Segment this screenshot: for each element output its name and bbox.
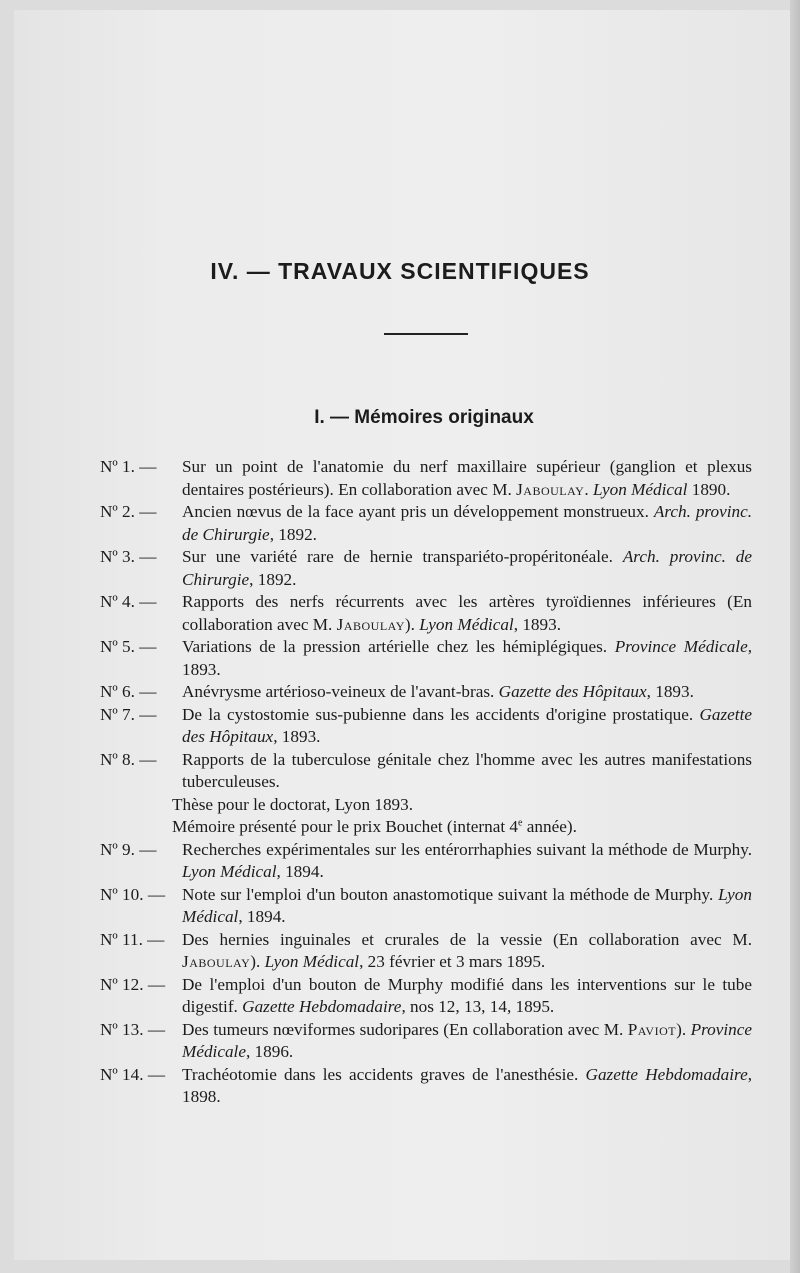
entry-date: , 1898. [182, 1064, 752, 1106]
entry-number: Nº 10. — [100, 884, 166, 904]
entry-date: , 1893. [273, 727, 321, 746]
entry-text: De la cystostomie sus-pubienne dans les accidents d'origine prostatique. [182, 704, 700, 724]
page-edge [790, 0, 800, 1273]
entry-author: Jaboulay [336, 614, 405, 634]
entry-date: , 1893. [182, 637, 752, 679]
entry-journal: Lyon Médical [264, 952, 360, 971]
entry [100, 501, 752, 546]
entry-text: Anévrysme artérioso-veineux de l'avant-bras. [182, 682, 499, 701]
entry-date: , 1892. [269, 524, 317, 544]
entry-text: Variations de la pression artérielle chez les hémiplégiques. [182, 637, 615, 656]
entry-journal: Gazette des Hôpitaux [498, 682, 647, 701]
entry-text: Des hernies inguinales et crurales de la vessie (En collaboration avec M. [182, 929, 752, 949]
entry-date: , 1893. [646, 682, 694, 701]
entry [100, 704, 752, 749]
entry-text: Des tumeurs nœviformes sudoripares (En collaboration avec M. [182, 1019, 628, 1039]
entry-note-text: Mémoire présenté pour le prix Bouchet (internat 4 [172, 817, 519, 836]
entry [100, 839, 752, 884]
entry-number: Nº 7. — [100, 704, 157, 724]
entry-journal: Gazette Hebdomadaire [585, 1064, 748, 1084]
entry-number: Nº 14. — [100, 1064, 166, 1084]
entry-number: Nº 4. — [100, 592, 157, 611]
entry-note-sup: e [518, 817, 523, 829]
entry-author-suffix: . [584, 479, 593, 499]
entry-date: , 1893. [513, 614, 561, 634]
entry-text: Sur une variété rare de hernie transpariéto-propéritonéale. [182, 547, 623, 566]
entry-number: Nº 9. — [100, 839, 157, 859]
entry-author-suffix: ). [676, 1019, 691, 1039]
entry [100, 546, 752, 591]
entry-text: De l'emploi d'un bouton de Murphy modifié dans les interventions sur le tube digestif. [182, 974, 752, 1016]
entry-journal: Arch. provinc. de Chirurgie [182, 547, 753, 589]
entry-journal: Lyon Médical [182, 862, 277, 881]
entry [100, 929, 752, 974]
entry-journal: Gazette Hebdomadaire [242, 997, 402, 1016]
entry-text: Sur un point de l'anatomie du nerf maxillaire supérieur (ganglion et plexus dentaires postérieurs). En collaboration avec M. [182, 457, 752, 499]
entry-date: , 1896. [245, 1042, 294, 1061]
entry-date: , 1894. [238, 907, 286, 926]
entry-author: Jaboulay [516, 479, 585, 499]
entry-number: Nº 1. — [100, 457, 157, 476]
entry-note-text: année). [522, 817, 577, 836]
section-title: IV. — TRAVAUX SCIENTIFIQUES [210, 258, 590, 284]
entry-number: Nº 13. — [100, 1019, 166, 1039]
entry-number: Nº 3. — [100, 547, 157, 566]
entry-text: Trachéotomie dans les accidents graves de l'anesthésie. [182, 1064, 586, 1084]
entry-journal: Gazette des Hôpitaux [182, 704, 752, 746]
entry-journal: Province Médicale [614, 637, 748, 656]
entry-journal: Arch. provinc. de Chirurgie [182, 502, 753, 544]
entry-text: Note sur l'emploi d'un bouton anastomotique suivant la méthode de Murphy. [182, 884, 719, 904]
entry-note [172, 816, 752, 839]
entry-number: Nº 12. — [100, 974, 166, 994]
entry-number: Nº 5. — [100, 637, 157, 656]
entry [100, 636, 752, 681]
entry-journal: Lyon Médical [419, 614, 514, 634]
entry [100, 749, 752, 839]
entry-date: 1890. [687, 479, 731, 499]
entry-number: Nº 11. — [100, 929, 165, 949]
entry-number: Nº 2. — [100, 502, 157, 521]
entry-text: Rapports de la tuberculose génitale chez l'homme avec les autres manifestations tuberculeuses. [182, 749, 752, 791]
entry [100, 974, 752, 1019]
entry-author: Jaboulay [182, 952, 251, 971]
entry-date: , 1894. [276, 862, 324, 881]
entry-note: Thèse pour le doctorat, Lyon 1893. [172, 794, 414, 814]
entry-text: Ancien nœvus de la face ayant pris un développement monstrueux. [182, 502, 654, 521]
entry [100, 1019, 752, 1064]
entry-author-suffix: ). [404, 614, 420, 634]
entry [100, 456, 752, 501]
entry [100, 1064, 752, 1109]
entry-journal: Lyon Médical [182, 884, 752, 926]
subsection-title: I. — Mémoires originaux [314, 407, 534, 428]
entry-date: , nos 12, 13, 14, 1895. [401, 997, 555, 1016]
entry-journal: Province Médicale [182, 1019, 752, 1061]
entry-number: Nº 8. — [100, 749, 157, 769]
entry-author: Paviot [627, 1019, 677, 1039]
entry-number: Nº 6. — [100, 682, 157, 701]
entry-list [100, 456, 752, 1109]
entry-date: , 23 février et 3 mars 1895. [359, 952, 546, 971]
entry [100, 591, 752, 636]
title-rule [384, 333, 468, 335]
entry-author-suffix: ). [250, 952, 265, 971]
entry-date: , 1892. [249, 569, 297, 589]
entry-text: Rapports des nerfs récurrents avec les artères tyroïdiennes inférieures (En collaboration avec M. [182, 592, 752, 634]
entry-text: Recherches expérimentales sur les entérorrhaphies suivant la méthode de Murphy. [182, 839, 752, 859]
entry-journal: Lyon Médical [592, 479, 688, 499]
entry [100, 681, 752, 704]
entry [100, 884, 752, 929]
